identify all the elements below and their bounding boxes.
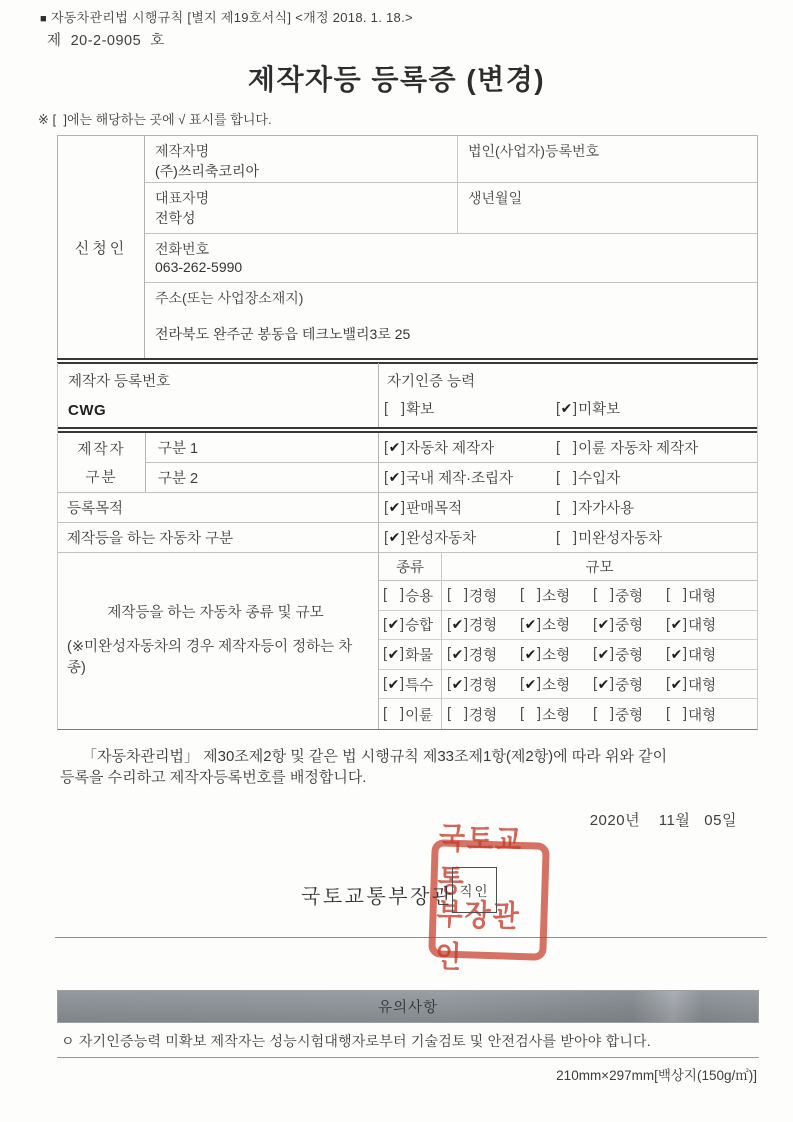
check-mark: ✔ (387, 675, 400, 692)
notice-bar: 유의사항 (57, 990, 759, 1023)
check-mark: ✔ (524, 675, 537, 692)
bracket-open: [ (556, 400, 561, 417)
reg-no-value: CWG (68, 402, 107, 419)
bracket-close: ] (573, 529, 578, 546)
checkbox-label: 완성자동차 (406, 531, 477, 547)
bracket-close: ] (683, 587, 688, 604)
scale-row-truck (442, 640, 757, 670)
bracket-close: ] (464, 676, 469, 693)
seal-text-line1: 국토교통 (437, 821, 524, 899)
checkbox-label: 대형 (688, 647, 717, 664)
checkbox-label: 자가사용 (578, 501, 635, 517)
checkbox-self-use[interactable] (556, 497, 634, 518)
statement-line2: 등록을 수리하고 제작자등록번호를 배정합니다. (60, 769, 367, 787)
check-mark: ✔ (524, 616, 537, 633)
rep-name-label: 대표자명 (155, 190, 210, 206)
form-ref-text: 자동차관리법 시행규칙 [별지 제19호서식] <개정 2018. 1. 18.> (50, 10, 413, 25)
check-mark: ✔ (670, 645, 683, 662)
reg-no-label: 제작자 등록번호 (68, 374, 171, 390)
bracket-open: [ (520, 616, 525, 633)
bracket-close: ] (401, 499, 406, 516)
rep-name-cell (145, 183, 458, 233)
checkbox-label: 중형 (615, 677, 644, 694)
bracket-open: [ (556, 529, 561, 546)
bracket-close: ] (573, 400, 578, 417)
purpose-label: 등록목적 (58, 493, 379, 523)
checkbox-self-cert-unsecured[interactable] (556, 398, 620, 419)
checkbox-label: 소형 (542, 707, 571, 724)
checkbox-domestic-assembler[interactable] (384, 467, 556, 488)
check-mark: ✔ (597, 616, 610, 633)
checkbox-moto-large[interactable] (666, 704, 739, 725)
bracket-open: [ (593, 616, 598, 633)
authority-title: 국토교통부장관 (301, 886, 454, 908)
bracket-close: ] (464, 706, 469, 723)
bracket-close: ] (401, 469, 406, 486)
vehicle-form-options (379, 523, 757, 553)
bracket-open: [ (520, 676, 525, 693)
checkbox-motorcycle-maker[interactable] (556, 437, 698, 458)
checkbox-sale-purpose[interactable] (384, 497, 556, 518)
check-mark: ✔ (388, 439, 401, 455)
checkbox-label: 소형 (542, 588, 571, 605)
type-row-teuksu (379, 670, 442, 700)
checkbox-label: 중형 (615, 647, 644, 664)
bracket-close: ] (400, 646, 405, 663)
decision-statement (60, 746, 752, 789)
check-mark: ✔ (388, 529, 401, 545)
type-row-hwamul (379, 640, 442, 670)
table-row (145, 234, 757, 283)
checkbox-label: 이륜 자동차 제작자 (578, 441, 699, 457)
self-cert-cell (379, 363, 757, 427)
bracket-close: ] (400, 616, 405, 633)
check-note: ※ [ ]에는 해당하는 곳에 √ 표시를 합니다. (38, 112, 272, 127)
check-mark: ✔ (388, 499, 401, 515)
footer-rule-line (57, 1057, 759, 1058)
table-row (145, 136, 757, 183)
bracket-open: [ (384, 439, 389, 456)
bracket-open: [ (384, 529, 389, 546)
bracket-open: [ (520, 706, 525, 723)
checkbox-label: 미완성자동차 (578, 531, 663, 547)
checkbox-van-large[interactable] (666, 614, 739, 635)
bracket-open: [ (666, 587, 671, 604)
checkbox-truck-small[interactable] (520, 644, 593, 665)
bracket-open: [ (447, 646, 452, 663)
checkbox-incomplete-vehicle[interactable] (556, 527, 662, 548)
bracket-open: [ (447, 587, 452, 604)
issue-date: 2020년 11월 05일 (589, 812, 737, 829)
maker-group-label (58, 433, 146, 493)
checkbox-label: 대형 (688, 618, 717, 635)
scale-row-motorcycle (442, 699, 757, 729)
vehicle-form-label: 제작등을 하는 자동차 구분 (58, 523, 379, 553)
bracket-open: [ (447, 706, 452, 723)
checkbox-label: 화물 (405, 647, 434, 664)
checkbox-van-medium[interactable] (593, 614, 666, 635)
bracket-close: ] (464, 587, 469, 604)
bracket-close: ] (610, 587, 615, 604)
bracket-open: [ (666, 616, 671, 633)
checkbox-label: 국내 제작·조립자 (406, 471, 513, 487)
checkbox-special-medium[interactable] (593, 674, 666, 695)
check-mark: ✔ (670, 675, 683, 692)
checkbox-moto-light[interactable] (447, 704, 520, 725)
bracket-open: [ (520, 587, 525, 604)
checkbox-label: 중형 (615, 707, 644, 724)
checkbox-type-passenger[interactable] (383, 585, 433, 606)
bracket-close: ] (400, 587, 405, 604)
type-scale-label-line2: (※미완성자동차의 경우 제작자등이 정하는 차종) (67, 638, 353, 676)
checkbox-label: 중형 (615, 618, 644, 635)
column-header-scale: 규모 (442, 553, 757, 581)
phone-value: 063-262-5990 (155, 259, 243, 275)
check-mark: ✔ (451, 645, 464, 662)
paper-spec: 210mm×297mm[백상지(150g/㎡)] (556, 1068, 757, 1083)
checkbox-van-light[interactable] (447, 614, 520, 635)
checkbox-label: 소형 (542, 618, 571, 635)
bracket-close: ] (401, 400, 406, 417)
checkbox-passenger-large[interactable] (666, 585, 739, 606)
bracket-open: [ (666, 676, 671, 693)
checkbox-label: 경형 (469, 647, 498, 664)
bracket-open: [ (556, 439, 561, 456)
maker-sub-label-2: 구분 2 (146, 463, 379, 493)
bracket-close: ] (537, 646, 542, 663)
type-scale-label (58, 553, 379, 729)
table-row (145, 283, 757, 358)
checkbox-self-cert-secured[interactable] (384, 398, 556, 419)
checkbox-special-small[interactable] (520, 674, 593, 695)
checkbox-van-small[interactable] (520, 614, 593, 635)
type-row-seungyong (379, 581, 442, 611)
check-mark: ✔ (387, 616, 400, 633)
type-scale-grid (58, 553, 757, 729)
checkbox-label: 중형 (615, 588, 644, 605)
checkbox-type-van[interactable] (383, 614, 433, 635)
bracket-open: [ (556, 499, 561, 516)
check-mark: ✔ (560, 400, 573, 416)
maker-name-value: (주)쓰리축코리아 (155, 163, 259, 179)
classification-section (58, 433, 757, 553)
checkbox-type-special[interactable] (383, 674, 433, 695)
registration-table (57, 363, 758, 730)
checkbox-label: 대형 (688, 588, 717, 605)
bracket-close: ] (573, 499, 578, 516)
checkbox-moto-medium[interactable] (593, 704, 666, 725)
scale-row-passenger (442, 581, 757, 611)
bracket-open: [ (384, 499, 389, 516)
checkbox-label: 승용 (405, 588, 434, 605)
bracket-open: [ (383, 646, 388, 663)
bracket-close: ] (464, 646, 469, 663)
bracket-open: [ (383, 676, 388, 693)
checkbox-special-large[interactable] (666, 674, 739, 695)
checkbox-auto-maker[interactable] (384, 437, 556, 458)
bracket-close: ] (400, 706, 405, 723)
bracket-close: ] (573, 469, 578, 486)
checkbox-label: 경형 (469, 588, 498, 605)
maker-name-label: 제작자명 (155, 143, 210, 159)
bracket-open: [ (447, 616, 452, 633)
checkbox-passenger-light[interactable] (447, 585, 520, 606)
maker-name-cell (145, 136, 458, 182)
applicant-group-label: 신청인 (58, 136, 145, 358)
bracket-close: ] (401, 529, 406, 546)
bracket-close: ] (683, 646, 688, 663)
checkbox-label: 이륜 (405, 707, 434, 724)
checkbox-truck-medium[interactable] (593, 644, 666, 665)
check-mark: ✔ (451, 616, 464, 633)
applicant-table (57, 135, 758, 358)
reg-no-section (58, 363, 757, 427)
bracket-close: ] (683, 706, 688, 723)
bracket-open: [ (383, 587, 388, 604)
checkbox-passenger-medium[interactable] (593, 585, 666, 606)
seal-text-line2: 부장관인 (434, 897, 522, 974)
checkbox-moto-small[interactable] (520, 704, 593, 725)
column-header-type: 종류 (379, 553, 442, 581)
bracket-open: [ (384, 469, 389, 486)
table-row (145, 183, 757, 234)
bracket-open: [ (593, 706, 598, 723)
check-mark: ✔ (597, 675, 610, 692)
rep-name-value: 전학성 (155, 210, 196, 226)
bracket-open: [ (666, 706, 671, 723)
bracket-close: ] (400, 676, 405, 693)
bracket-close: ] (573, 439, 578, 456)
bracket-open: [ (593, 676, 598, 693)
checkbox-type-motorcycle[interactable] (383, 704, 433, 725)
bracket-open: [ (520, 646, 525, 663)
scale-row-special (442, 670, 757, 700)
checkbox-truck-light[interactable] (447, 644, 520, 665)
checkbox-label: 경형 (469, 677, 498, 694)
check-mark: ✔ (597, 645, 610, 662)
scale-row-van (442, 611, 757, 641)
check-mark: ✔ (387, 645, 400, 662)
maker-options-1 (379, 433, 757, 463)
maker-options-2 (379, 463, 757, 493)
phone-label: 전화번호 (155, 241, 210, 257)
checkbox-label: 대형 (688, 707, 717, 724)
maker-sub-label-1: 구분 1 (146, 433, 379, 463)
checkbox-label: 미확보 (578, 402, 621, 418)
bracket-close: ] (537, 706, 542, 723)
bracket-open: [ (383, 706, 388, 723)
check-mark: ✔ (670, 616, 683, 633)
bracket-open: [ (666, 646, 671, 663)
type-row-iryun (379, 699, 442, 729)
bracket-open: [ (447, 676, 452, 693)
page-title: 제작자등 등록증 (변경) (247, 64, 546, 95)
maker-group-label-2: 구분 (85, 470, 118, 486)
maker-group-label-1: 제작자 (77, 442, 126, 458)
bracket-close: ] (537, 616, 542, 633)
checkbox-label: 수입자 (578, 471, 621, 487)
bracket-open: [ (593, 587, 598, 604)
checkbox-label: 자동차 제작자 (406, 441, 495, 457)
checkbox-label: 특수 (405, 677, 434, 694)
birth-cell (458, 183, 757, 233)
self-cert-label: 자기인증 능력 (387, 374, 476, 390)
address-value: 전라북도 완주군 봉동읍 테크노밸리3로 25 (155, 326, 411, 342)
checkbox-complete-vehicle[interactable] (384, 527, 556, 548)
purpose-options (379, 493, 757, 523)
check-mark: ✔ (388, 469, 401, 485)
bracket-close: ] (537, 676, 542, 693)
bracket-close: ] (683, 676, 688, 693)
bracket-open: [ (593, 646, 598, 663)
type-row-seunghap (379, 611, 442, 641)
reg-no-cell (58, 363, 379, 427)
checkbox-importer[interactable] (556, 467, 620, 488)
checkbox-type-truck[interactable] (383, 644, 433, 665)
phone-cell (145, 234, 757, 282)
doc-number: 제 20-2-0905 호 (47, 33, 165, 49)
bracket-close: ] (464, 616, 469, 633)
address-cell (145, 283, 757, 358)
checkbox-label: 대형 (688, 677, 717, 694)
checkbox-label: 경형 (469, 707, 498, 724)
checkbox-passenger-small[interactable] (520, 585, 593, 606)
notice-item: ㅇ 자기인증능력 미확보 제작자는 성능시험대행자로부터 기술검토 및 안전검사를 받아야 합니다. (61, 1033, 651, 1049)
checkbox-label: 소형 (542, 677, 571, 694)
address-label: 주소(또는 사업장소재지) (155, 290, 304, 306)
type-scale-label-line1: 제작등을 하는 자동차 종류 및 규모 (107, 604, 324, 621)
birth-label: 생년월일 (468, 190, 523, 206)
check-mark: ✔ (451, 675, 464, 692)
check-mark: ✔ (524, 645, 537, 662)
form-ref (40, 7, 413, 26)
bracket-close: ] (537, 587, 542, 604)
checkbox-label: 확보 (406, 402, 435, 418)
checkbox-label: 경형 (469, 618, 498, 635)
checkbox-label: 소형 (542, 647, 571, 664)
biz-no-cell (458, 136, 757, 182)
biz-no-label: 법인(사업자)등록번호 (468, 143, 600, 159)
bracket-close: ] (610, 646, 615, 663)
checkbox-label: 판매목적 (406, 501, 463, 517)
bracket-open: [ (556, 469, 561, 486)
form-ref-icon: ■ (40, 13, 47, 25)
statement-line1: 「자동차관리법」 제30조제2항 및 같은 법 시행규칙 제33조제1항(제2항)에 따라 위와 같이 (82, 748, 668, 765)
bracket-close: ] (401, 439, 406, 456)
bracket-open: [ (384, 400, 389, 417)
checkbox-label: 승합 (405, 618, 434, 635)
checkbox-special-light[interactable] (447, 674, 520, 695)
bracket-close: ] (610, 706, 615, 723)
checkbox-truck-large[interactable] (666, 644, 739, 665)
bracket-close: ] (683, 616, 688, 633)
bracket-close: ] (610, 676, 615, 693)
bracket-close: ] (610, 616, 615, 633)
bracket-open: [ (383, 616, 388, 633)
seal-placement-box: 직인 (452, 867, 497, 913)
signature-rule-line (55, 937, 767, 938)
